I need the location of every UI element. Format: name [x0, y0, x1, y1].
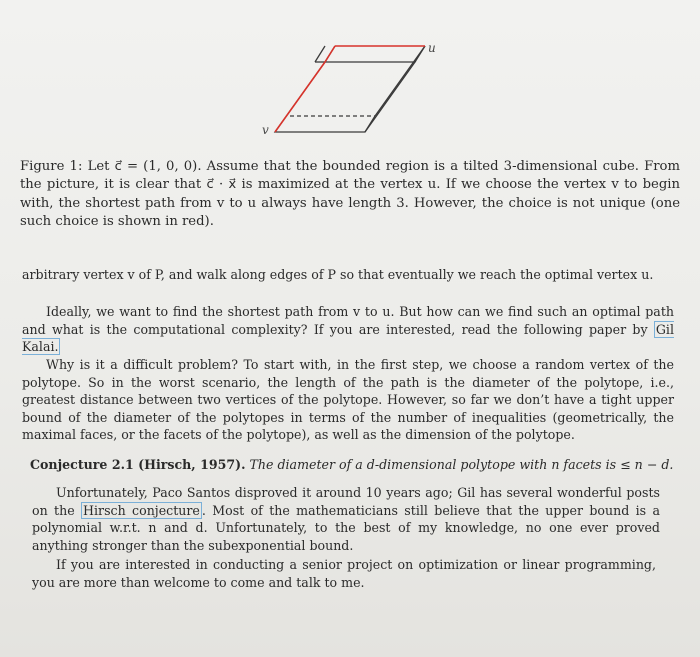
paragraph-2-text: Ideally, we want to find the shortest path from v to u. But how can we find such an optimal path and what is the computational complexity? If you are interested, read the following paper by [22, 304, 674, 337]
paragraph-1 [22, 266, 674, 284]
vertex-u-label: u [428, 41, 436, 55]
tilted-cube-figure [0, 0, 700, 150]
cube-edge [375, 46, 425, 116]
paragraph-5-text: If you are interested in conducting a senior project on optimization or linear programming, you are more than welcome to come and talk to me. [32, 557, 656, 590]
path-edge-1 [275, 62, 325, 132]
path-edge-2 [325, 46, 335, 62]
conjecture-heading: Conjecture 2.1 (Hirsch, 1957). [30, 457, 246, 472]
vertex-v-label: v [262, 123, 269, 137]
paragraph-3 [22, 356, 674, 444]
figure-label: Figure 1: [20, 159, 83, 174]
figure-caption [20, 158, 680, 232]
caption-text: Let c⃗ = (1, 0, 0). Assume that the bounded region is a tilted 3-dimensional cube. From the picture, it is clear that c⃗ · x⃗ is maximized at the vertex u. If we choose the vertex v to begin with, the shortest path from v to u always have length 3. However, the choice is not unique (one such choice is shown in red). [20, 159, 680, 230]
paragraph-2 [22, 303, 674, 356]
paragraph-4-text-b: . Most of the mathematicians still believe that the upper bound is a polynomial w.r.t. n and d. Unfortunately, to the best of my knowledge, no one ever proved anything stronger than the subexponential bound. [32, 502, 660, 553]
conjecture-2-1 [30, 456, 674, 474]
gil-kalai-link[interactable]: Gil Kalai. [22, 321, 674, 355]
hirsch-conjecture-link[interactable]: Hirsch conjecture [83, 502, 200, 518]
cube-edge [315, 46, 325, 62]
paragraph-5 [32, 556, 656, 591]
paragraph-4-text-a: Unfortunately, Paco Santos disproved it around 10 years ago; Gil has several wonderful posts on the [32, 485, 660, 518]
paragraph-3-text: Why is it a difficult problem? To start with, in the first step, we choose a random vertex of the polytope. So in the worst scenario, the length of the path is the diameter of the polytope, i.e., greatest distance between two vertices of the polytope. However, so far we don’t have a tight upper bound of the diameter of the polytopes in terms of the number of inequalities (geometrically, the maximal faces, or the facets of the polytope), as well as the dimension of the polytope. [22, 357, 674, 443]
cube-front-face [275, 62, 415, 132]
cube-edge [365, 116, 375, 132]
conjecture-statement: The diameter of a d-dimensional polytope with n facets is ≤ n − d. [249, 457, 674, 472]
paragraph-4 [32, 484, 660, 554]
paragraph-1-text: arbitrary vertex v of P, and walk along edges of P so that eventually we reach the optimal vertex u. [22, 267, 654, 282]
